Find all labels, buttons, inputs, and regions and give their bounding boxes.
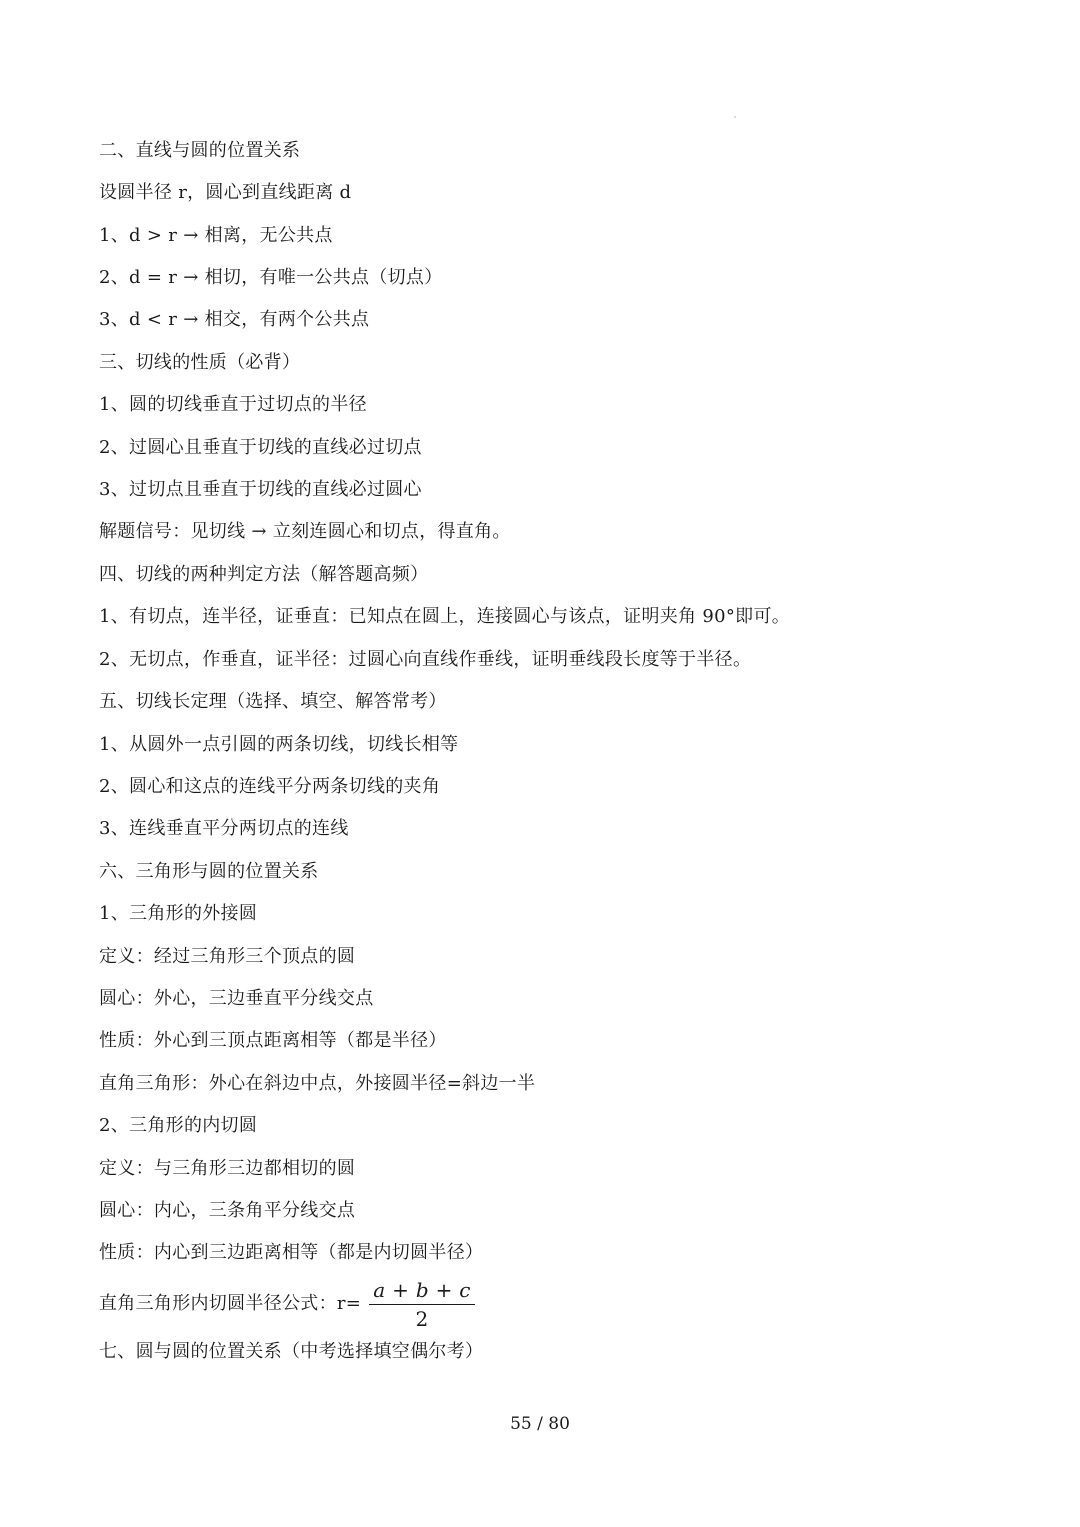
text-line: 3、连线垂直平分两切点的连线 — [99, 818, 349, 839]
section-heading-4: 四、切线的两种判定方法（解答题高频） — [99, 564, 429, 585]
text-line: 直角三角形：外心在斜边中点，外接圆半径=斜边一半 — [99, 1073, 536, 1094]
text-line: 性质：内心到三边距离相等（都是内切圆半径） — [99, 1242, 484, 1263]
text-line: 定义：经过三角形三个顶点的圆 — [99, 946, 356, 967]
page-number: 55 / 80 — [510, 1414, 570, 1434]
fraction-denominator: 2 — [415, 1306, 429, 1331]
fraction-numerator: a + b + c — [373, 1277, 471, 1302]
section-heading-2: 二、直线与圆的位置关系 — [99, 140, 301, 161]
section-heading-3: 三、切线的性质（必背） — [99, 352, 301, 373]
section-heading-5: 五、切线长定理（选择、填空、解答常考） — [99, 691, 447, 712]
text-line: 1、有切点，连半径，证垂直：已知点在圆上，连接圆心与该点，证明夹角 90°即可。 — [99, 606, 791, 627]
text-line: 1、d > r → 相离，无公共点 — [99, 225, 333, 246]
scan-speck — [734, 116, 736, 118]
text-line: 性质：外心到三顶点距离相等（都是半径） — [99, 1030, 447, 1051]
text-line: 2、无切点，作垂直，证半径：过圆心向直线作垂线，证明垂线段长度等于半径。 — [99, 649, 752, 670]
text-line: 3、过切点且垂直于切线的直线必过圆心 — [99, 479, 422, 500]
fraction-bar — [369, 1304, 475, 1305]
text-line: 2、过圆心且垂直于切线的直线必过切点 — [99, 437, 422, 458]
text-line: 设圆半径 r，圆心到直线距离 d — [99, 182, 352, 203]
section-heading-7: 七、圆与圆的位置关系（中考选择填空偶尔考） — [99, 1341, 484, 1362]
section-heading-6: 六、三角形与圆的位置关系 — [99, 861, 319, 882]
text-line: 1、圆的切线垂直于过切点的半径 — [99, 394, 367, 415]
text-line: 2、圆心和这点的连线平分两条切线的夹角 — [99, 776, 441, 797]
text-line: 1、三角形的外接圆 — [99, 903, 258, 924]
text-line: 圆心：内心，三条角平分线交点 — [99, 1200, 356, 1221]
text-line: 圆心：外心，三边垂直平分线交点 — [99, 988, 374, 1009]
text-line: 2、三角形的内切圆 — [99, 1115, 258, 1136]
text-line: 定义：与三角形三边都相切的圆 — [99, 1158, 356, 1179]
fraction — [369, 1277, 475, 1332]
formula-label: 直角三角形内切圆半径公式：r= — [99, 1293, 362, 1314]
formula-line — [99, 1274, 475, 1334]
text-line: 1、从圆外一点引圆的两条切线，切线长相等 — [99, 734, 459, 755]
text-line: 3、d < r → 相交，有两个公共点 — [99, 309, 370, 330]
text-line: 解题信号：见切线 → 立刻连圆心和切点，得直角。 — [99, 521, 511, 542]
text-line: 2、d = r → 相切，有唯一公共点（切点） — [99, 267, 443, 288]
